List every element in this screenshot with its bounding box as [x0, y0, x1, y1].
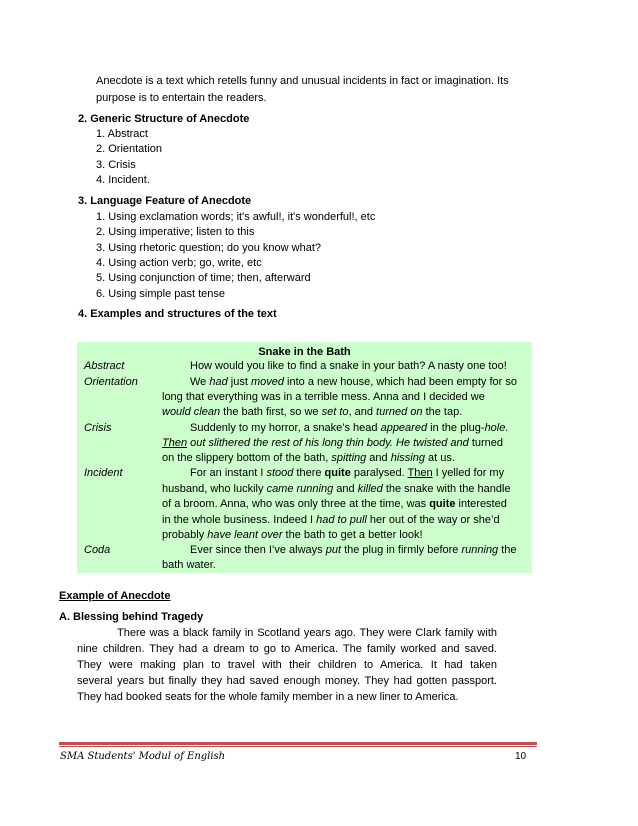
intro-line-1: Anecdote is a text which retells funny and unusual incidents in fact or imagination. Its [96, 75, 509, 87]
structure-item: 3. Crisis [96, 159, 136, 171]
label-coda: Coda [84, 544, 111, 556]
label-orientation: Orientation [84, 376, 138, 388]
footer-module-title: SMA Students' Modul of English [60, 751, 226, 762]
section-2-heading: 2. Generic Structure of Anecdote [78, 113, 250, 125]
feature-item: 3. Using rhetoric question; do you know what? [96, 242, 322, 254]
crisis-line-2: Then out slithered the rest of his long thin body. He twisted and turned [162, 437, 504, 449]
abstract-text: How would you like to find a snake in your bath? A nasty one too! [190, 360, 507, 372]
label-incident: Incident [84, 467, 123, 479]
example-heading: Example of Anecdote [59, 590, 171, 602]
example-paragraph-line: They had booked seats for the whole family member in a new liner to America. [77, 691, 459, 703]
incident-line-2: husband, who luckily came running and killed the snake with the handle [162, 483, 511, 495]
structure-item: 1. Abstract [96, 128, 148, 140]
footer-rule-thick [59, 742, 537, 745]
section-4-heading: 4. Examples and structures of the text [78, 308, 277, 320]
feature-item: 5. Using conjunction of time; then, afterward [96, 272, 311, 284]
feature-item: 1. Using exclamation words; it's awful!, it's wonderful!, etc [96, 211, 376, 223]
example-paragraph-line: several years but finally they had saved enough money. They had gotten passport. [77, 675, 497, 687]
label-abstract: Abstract [84, 360, 125, 372]
coda-line-1: Ever since then I’ve always put the plug in firmly before running the [190, 544, 517, 556]
orientation-line-3: would clean the bath first, so we set to, and turned on the tap. [162, 406, 463, 418]
incident-line-4: in the whole business. Indeed I had to pull her out of the way or she’d [162, 514, 500, 526]
orientation-line-2: long that everything was in a terrible mess. Anna and I decided we [162, 391, 485, 403]
example-paragraph-line: They were making plan to travel with their children to America. It had taken [77, 659, 497, 671]
incident-line-5: probably have leant over the bath to get a better look! [162, 529, 423, 541]
structure-item: 2. Orientation [96, 143, 163, 155]
feature-item: 4. Using action verb; go, write, etc [96, 257, 262, 269]
crisis-line-3: on the slippery bottom of the bath, spitting and hissing at us. [162, 452, 455, 464]
incident-line-3: of a broom. Anna, who was only three at the time, was quite interested [162, 498, 507, 510]
example-paragraph-line: nine children. They had a dream to go to America. The family worked and saved. [77, 643, 497, 655]
story-title: Snake in the Bath [258, 346, 351, 358]
example-paragraph-line: There was a black family in Scotland years ago. They were Clark family with [117, 627, 497, 639]
crisis-line-1: Suddenly to my horror, a snake’s head appeared in the plug-hole. [190, 422, 509, 434]
incident-line-1: For an instant I stood there quite paralysed. Then I yelled for my [190, 467, 505, 479]
label-crisis: Crisis [84, 422, 112, 434]
structure-item: 4. Incident. [96, 174, 150, 186]
feature-item: 6. Using simple past tense [96, 288, 226, 300]
orientation-line-1: We had just moved into a new house, which had been empty for so [190, 376, 517, 388]
intro-line-2: purpose is to entertain the readers. [96, 92, 267, 104]
section-3-heading: 3. Language Feature of Anecdote [78, 195, 252, 207]
example-sub-heading: A. Blessing behind Tragedy [59, 611, 204, 623]
coda-line-2: bath water. [162, 559, 216, 571]
feature-item: 2. Using imperative; listen to this [96, 226, 255, 238]
footer-rule-thin [59, 746, 537, 747]
page-number: 10 [515, 751, 527, 762]
